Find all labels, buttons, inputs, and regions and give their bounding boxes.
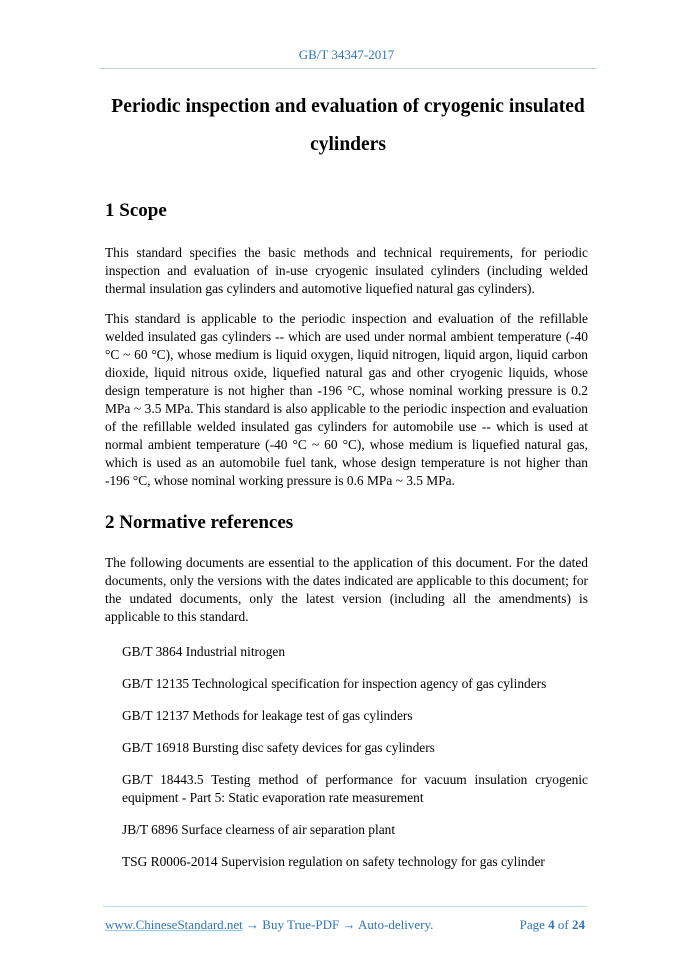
- title-line-1: Periodic inspection and evaluation of cryogenic insulated: [111, 96, 585, 117]
- page-current: 4: [548, 917, 555, 932]
- arrow-right-icon: →: [246, 917, 260, 932]
- scope-paragraph-1: This standard specifies the basic methods and technical requirements, for periodic inspection and evaluation of in-use cryogenic insulated cylinders (including welded thermal insulation gas cylinders and automotive liquefied natural gas cylinders).: [105, 245, 588, 296]
- footer-links: [105, 917, 433, 933]
- buy-true-pdf-text: Buy True-PDF: [262, 917, 340, 932]
- page-footer: [105, 917, 585, 933]
- page-label: Page: [519, 917, 545, 932]
- reference-item: GB/T 16918 Bursting disc safety devices for gas cylinders: [122, 740, 435, 755]
- chinesestandard-link[interactable]: www.ChineseStandard.net: [105, 917, 243, 932]
- header-standard-code: GB/T 34347-2017: [298, 47, 395, 62]
- reference-item: GB/T 18443.5 Testing method of performance for vacuum insulation cryogenic equipment - Part 5: Static evaporation rate measurement: [122, 772, 588, 805]
- page-total: 24: [572, 917, 585, 932]
- auto-delivery-text: Auto-delivery.: [358, 917, 434, 932]
- footer-divider: [103, 906, 587, 907]
- reference-item: GB/T 3864 Industrial nitrogen: [122, 644, 286, 659]
- arrow-right-icon: →: [342, 917, 356, 932]
- reference-item: GB/T 12135 Technological specification for inspection agency of gas cylinders: [122, 676, 547, 691]
- page-indicator: [520, 917, 585, 933]
- section-heading-normative-references: 2 Normative references: [105, 512, 294, 533]
- page-of: of: [557, 917, 569, 932]
- reference-item: TSG R0006-2014 Supervision regulation on safety technology for gas cylinder: [122, 854, 545, 869]
- page-title: [99, 88, 597, 164]
- scope-paragraph-2: This standard is applicable to the periodic inspection and evaluation of the refillable welded insulated gas cylinders -- which are used under normal ambient temperature (-40 °C ~ 60 °C), whose medium is liquid oxygen, liquid nitrogen, liquid argon, liquid carbon dioxide, liquid nitrous oxide, liquefied natural gas and other cryogenic liquids, whose design temperature is not higher than -196 °C, whose nominal working pressure is 0.2 MPa ~ 3.5 MPa. This standard is also applicable to the periodic inspection and evaluation of the refillable welded insulated gas cylinders for automobile use -- which is used at normal ambient temperature (-40 °C ~ 60 °C), whose medium is liquefied natural gas, which is used as an automobile fuel tank, whose design temperature is not higher than -196 °C, whose nominal working pressure is 0.6 MPa ~ 3.5 MPa.: [105, 311, 588, 488]
- normative-intro-paragraph: The following documents are essential to the application of this document. For the dated documents, only the versions with the dates indicated are applicable to this document; for the undated documents, only the latest version (including all the amendments) is applicable to this standard.: [105, 555, 588, 624]
- header-divider: [99, 68, 597, 69]
- reference-item: GB/T 12137 Methods for leakage test of gas cylinders: [122, 708, 413, 723]
- section-heading-scope: 1 Scope: [105, 200, 167, 221]
- title-line-2: cylinders: [310, 134, 386, 155]
- reference-item: JB/T 6896 Surface clearness of air separation plant: [122, 822, 396, 837]
